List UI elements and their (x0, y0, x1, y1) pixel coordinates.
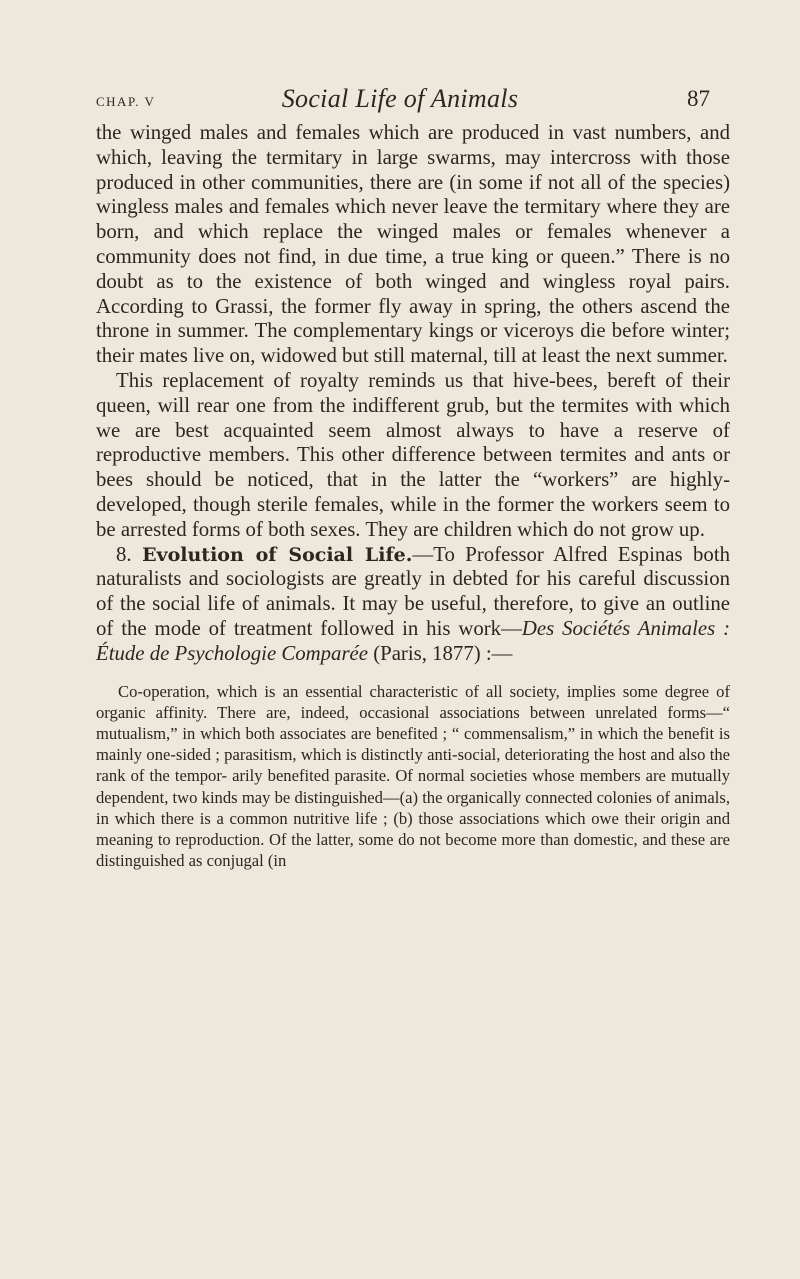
book-title: Des Sociétés Animales : Étude de Psychologie Comparée (96, 616, 730, 665)
page-body (96, 121, 730, 871)
section-text-end: (Paris, 1877) :— (368, 641, 513, 665)
quote-text: Co-operation, which is an essential characteristic of all society, implies some degree of organic affinity. There are, indeed, occasional associations between unrelated forms—“ mutualism,” in which both associates are benefited ; “ commensalism,” in which the benefit is mainly one-sided ; parasitism, which is distinctly anti-social, deteriorating the host and also the rank of the tempor- arily benefited parasite. Of normal societies whose members are mutually dependent, two kinds may be distinguished—(a) the organically connected colonies of animals, in which there is a common nutritive life ; (b) those associations which owe their origin and meaning to reproduction. Of the latter, some do not become more than domestic, and these are distinguished as conjugal (in (96, 681, 730, 871)
section-paragraph (96, 543, 730, 667)
paragraph-continued: the winged males and females which are produced in vast numbers, and which, leaving the termitary in large swarms, may intercross with those produced in other communities, there are (in some if not all of the species) wingless males and females which never leave the termitary where they are born, and which replace the winged males or females whenever a community does not find, in due time, a true king or queen.” There is no doubt as to the existence of both winged and wingless royal pairs. According to Grassi, the former fly away in spring, the others ascend the throne in summer. The complementary kings or viceroys die before winter; their mates live on, widowed but still maternal, till at least the next summer. (96, 121, 730, 368)
block-quote (96, 681, 730, 872)
page-header (56, 84, 744, 118)
section-heading: Evolution of Social Life. (142, 543, 413, 566)
section-number: 8. (116, 542, 132, 566)
paragraph-replacement-royalty: This replacement of royalty reminds us that hive-bees, bereft of their queen, will rear one from the indifferent grub, but the termites with which we are best acquainted seem almost always to have a reserve of reproductive members. This other difference between termites and ants or bees should be noticed, that in the latter the “workers” are highly-developed, though sterile females, while in the former the workers seem to be arrested forms of both sexes. They are children which do not grow up. (96, 368, 730, 541)
chapter-label: CHAP. V (96, 94, 156, 109)
page-number: 87 (687, 86, 710, 111)
running-title: Social Life of Animals (281, 84, 519, 113)
section-text: —To Professor Alfred Espinas both naturalists and sociologists are greatly in debted for his careful discussion of the social life of animals. It may be useful, therefore, to give an outline of the mode of treatment followed in his work— (96, 542, 730, 640)
